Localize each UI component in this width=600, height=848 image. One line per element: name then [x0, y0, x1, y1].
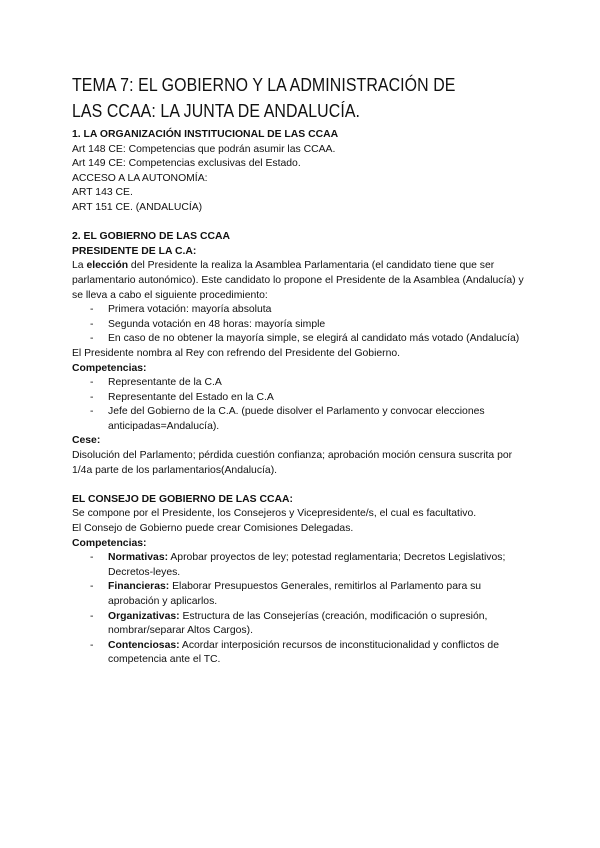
list-item: - Segunda votación en 48 horas: mayoría simple [108, 318, 532, 333]
list-item [108, 551, 532, 580]
section1-heading: 1. LA ORGANIZACIÓN INSTITUCIONAL DE LAS CCAA [72, 129, 339, 140]
competencia-term: Contenciosas: [108, 639, 180, 651]
section1-line: Art 148 CE: Competencias que podrán asumir las CCAA. [72, 143, 336, 155]
list-item: - En caso de no obtener la mayoría simple, se elegirá al candidato más votado (Andalucía) [108, 332, 532, 347]
competencias-label: Competencias: [72, 537, 147, 549]
section1-line: ACCESO A LA AUTONOMÍA: [72, 172, 208, 184]
page-title: TEMA 7: EL GOBIERNO Y LA ADMINISTRACIÓN DE LAS CCAA: LA JUNTA DE ANDALUCÍA. [72, 74, 456, 121]
list-item [108, 610, 532, 639]
section1-line: ART 151 CE. (ANDALUCÍA) [72, 201, 203, 213]
competencias-label: Competencias: [72, 362, 147, 374]
list-item [108, 580, 532, 609]
intro-text: La [72, 260, 87, 272]
competencia-text: Aprobar proyectos de ley; potestad reglamentaria; Decretos Legislativos; Decretos-leyes. [108, 552, 506, 578]
competencia-term: Organizativas: [108, 610, 180, 622]
section3-line: El Consejo de Gobierno puede crear Comisiones Delegadas. [72, 523, 354, 535]
procedure-list [72, 303, 532, 347]
section3-heading: EL CONSEJO DE GOBIERNO DE LAS CCAA: [72, 493, 293, 505]
cese-text: Disolución del Parlamento; pérdida cuestión confianza; aprobación moción censura suscrita por 1/4a parte de los parlamentarios(Andalucía). [72, 450, 513, 476]
list-item: - Jefe del Gobierno de la C.A. (puede disolver el Parlamento y convocar elecciones anticipadas=Andalucía). [108, 405, 532, 434]
list-item: - Representante de la C.A [108, 376, 532, 391]
intro-text: del Presidente la realiza la Asamblea Parlamentaria (el candidato tiene que ser parlamentario autonómico). Este candidato lo propone el Presidente de la Asamblea (Andalucía) y se lleva a cabo el siguiente procedimiento: [72, 260, 524, 301]
consejo-competencias-list [72, 551, 532, 668]
cese-label: Cese: [72, 435, 101, 447]
competencia-text: Elaborar Presupuestos Generales, remitirlos al Parlamento para su aprobación y aplicarlos. [108, 581, 482, 607]
list-item: - Representante del Estado en la C.A [108, 391, 532, 406]
presidente-subheading: PRESIDENTE DE LA C.A: [72, 245, 197, 257]
list-item: - Primera votación: mayoría absoluta [108, 303, 532, 318]
competencia-text: Estructura de las Consejerías (creación, modificación o supresión, nombrar/separar Altos Cargos). [108, 610, 488, 637]
competencia-term: Normativas: [108, 552, 169, 564]
presidente-intro [72, 259, 532, 303]
intro-bold: elección [86, 260, 129, 272]
competencia-text: Acordar interposición recursos de inconstitucionalidad y conflictos de competencia ante el TC. [108, 639, 499, 666]
section3-line: Se compone por el Presidente, los Consejeros y Vicepresidente/s, el cual es facultativo. [72, 508, 477, 520]
competencia-term: Financieras: [108, 581, 170, 593]
document-body [72, 128, 532, 668]
nombramiento-text: El Presidente nombra al Rey con refrendo del Presidente del Gobierno. [72, 347, 401, 359]
competencias-list [72, 376, 532, 434]
section2-heading: 2. EL GOBIERNO DE LAS CCAA [72, 231, 230, 243]
section1-line: ART 143 CE. [72, 187, 133, 199]
section1-line: Art 149 CE: Competencias exclusivas del Estado. [72, 158, 301, 170]
list-item [108, 639, 532, 668]
